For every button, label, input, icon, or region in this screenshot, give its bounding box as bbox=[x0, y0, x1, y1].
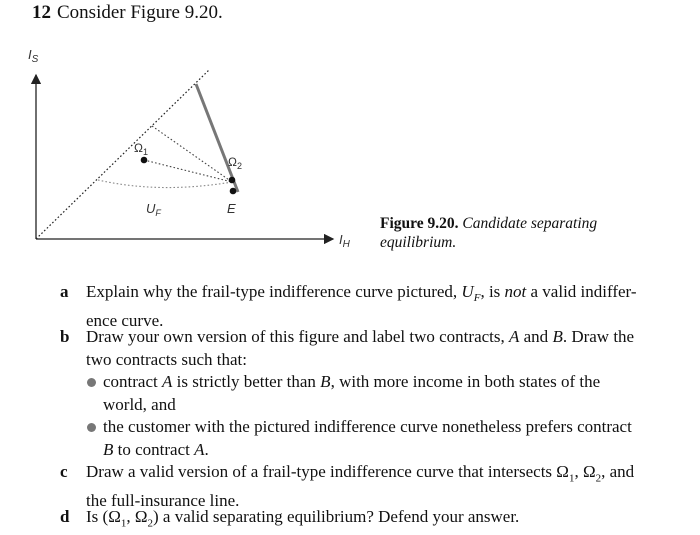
bullet-dot bbox=[87, 378, 96, 387]
part-a bbox=[60, 281, 672, 332]
part-c-text: Draw a valid version of a frail-type indifference curve that intersects $\Omega_1$, $\Omega_2$, and the full-insurance line. bbox=[86, 462, 635, 510]
part-a-letter: a bbox=[60, 282, 69, 301]
y-axis-label: $I_S$ bbox=[28, 47, 39, 65]
point-omega1 bbox=[141, 157, 148, 164]
part-d-text: Is ($\Omega_1$, $\Omega_2$) a valid separating equilibrium? Defend your answer. bbox=[86, 507, 520, 530]
part-d bbox=[60, 506, 672, 535]
part-a-text: Explain why the frail-type indifference curve pictured, $U_F$, is not a valid indiffer- ence curve. bbox=[86, 282, 637, 330]
omega2-label: $\Omega_2$ bbox=[228, 155, 242, 171]
part-d-letter: d bbox=[60, 507, 70, 526]
part-b-bullet-2: the customer with the pictured indifference curve nonetheless prefers contract B to contract A. bbox=[86, 416, 672, 461]
point-e bbox=[230, 188, 237, 195]
caption-line1: Candidate separating bbox=[462, 215, 598, 232]
zero-profit-line bbox=[196, 84, 238, 192]
part-c-letter: c bbox=[60, 462, 68, 481]
point-e-label: E bbox=[227, 201, 236, 216]
part-b-bullet-1: contract A is strictly better than B, with more income in both states of the world, and bbox=[86, 371, 672, 416]
caption-line2: equilibrium. bbox=[380, 234, 457, 251]
omega-connector bbox=[144, 160, 232, 182]
x-axis-label: $I_H$ bbox=[339, 232, 350, 250]
problem-number: 12 bbox=[32, 2, 51, 23]
point-omega2 bbox=[229, 177, 236, 184]
omega1-label: $\Omega_1$ bbox=[134, 141, 148, 157]
bullet-dot bbox=[87, 423, 96, 432]
e-connector bbox=[152, 126, 232, 182]
part-b-text: Draw your own version of this figure and label two contracts, A and B. Draw the two contracts such that: bbox=[86, 327, 635, 369]
frail-indifference-curve bbox=[98, 180, 232, 188]
part-b-letter: b bbox=[60, 327, 70, 346]
part-c bbox=[60, 461, 672, 512]
full-insurance-line bbox=[36, 70, 209, 239]
curve-label: $U_F$ bbox=[146, 201, 161, 218]
part-b bbox=[60, 326, 672, 371]
problem-text: Consider Figure 9.20. bbox=[57, 2, 223, 23]
figure-caption bbox=[380, 214, 630, 252]
caption-number: Figure 9.20. bbox=[380, 215, 459, 232]
